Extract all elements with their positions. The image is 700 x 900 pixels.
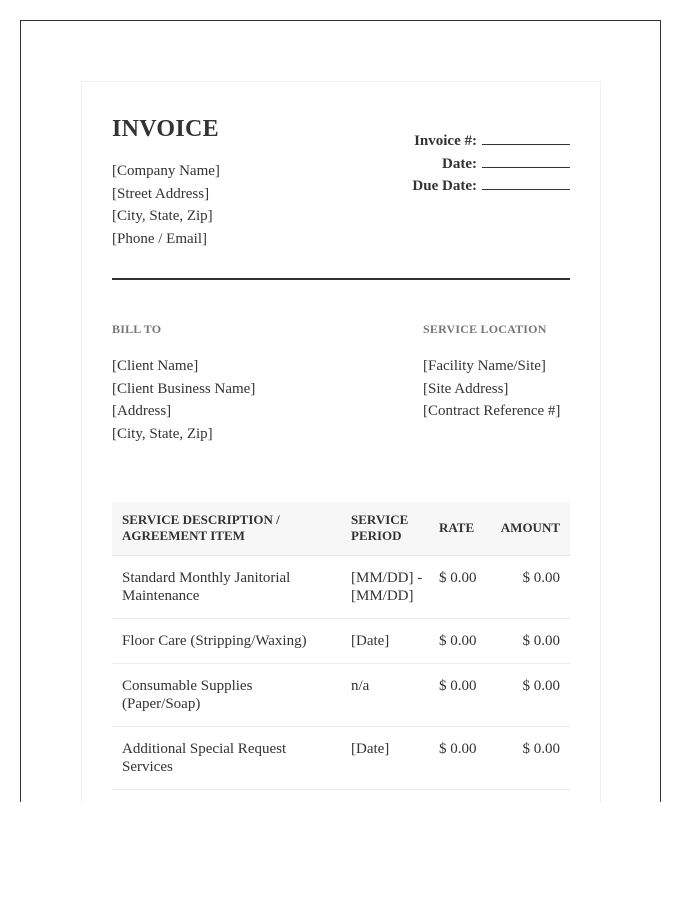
header-divider [112,278,570,280]
row-amount: $ 0.00 [490,663,570,726]
facility-name: [Facility Name/Site] [423,358,546,374]
row-description: Consumable Supplies (Paper/Soap) [112,663,341,726]
header-description: SERVICE DESCRIPTION / AGREEMENT ITEM [112,502,341,555]
header-amount: AMOUNT [490,502,570,555]
client-business-name: [Client Business Name] [112,380,256,397]
invoice-meta [412,130,570,198]
page-frame [20,20,661,802]
company-city-state-zip: [City, State, Zip] [112,208,213,224]
company-info [112,160,220,250]
bill-to-lines [112,355,255,445]
invoice-title: INVOICE [112,116,219,142]
row-amount: $ 0.00 [490,618,570,663]
invoice-sheet [81,81,601,802]
invoice-number-label: Invoice #: [414,133,477,149]
row-period: n/a [341,663,435,726]
client-city-state-zip: [City, State, Zip] [112,425,213,442]
row-amount: $ 0.00 [490,555,570,618]
invoice-number-field[interactable] [482,131,570,145]
line-items-table [112,502,570,790]
table-row [112,726,570,789]
service-location-section [423,322,560,423]
date-field[interactable] [482,154,570,168]
company-phone-email: [Phone / Email] [112,230,207,247]
table-header-row [112,502,570,555]
invoice-number-row [412,130,570,153]
bill-to-section [112,322,255,445]
table-row [112,618,570,663]
row-amount: $ 0.00 [490,726,570,789]
table-row [112,555,570,618]
contract-reference: [Contract Reference #] [423,403,561,419]
row-rate: $ 0.00 [435,726,490,789]
service-location-lines [423,355,560,423]
row-description: Floor Care (Stripping/Waxing) [112,618,341,663]
row-period: [Date] [341,618,435,663]
table-row [112,663,570,726]
row-description: Standard Monthly Janitorial Maintenance [112,555,341,618]
company-name: [Company Name] [112,163,220,179]
row-rate: $ 0.00 [435,618,490,663]
date-row [412,153,570,176]
due-date-label: Due Date: [412,178,477,194]
row-rate: $ 0.00 [435,555,490,618]
service-location-label: SERVICE LOCATION [423,322,547,336]
header-rate: RATE [435,502,490,555]
company-street-address: [Street Address] [112,185,210,202]
client-address: [Address] [112,403,172,419]
row-rate: $ 0.00 [435,663,490,726]
site-address: [Site Address] [423,380,509,397]
client-name: [Client Name] [112,358,199,374]
due-date-field[interactable] [482,176,570,190]
row-description: Additional Special Request Services [112,726,341,789]
header-period: SERVICE PERIOD [341,502,435,555]
row-period: [MM/DD] - [MM/DD] [341,555,435,618]
bill-to-label: BILL TO [112,322,162,336]
date-label: Date: [442,155,477,172]
due-date-row [412,175,570,198]
row-period: [Date] [341,726,435,789]
